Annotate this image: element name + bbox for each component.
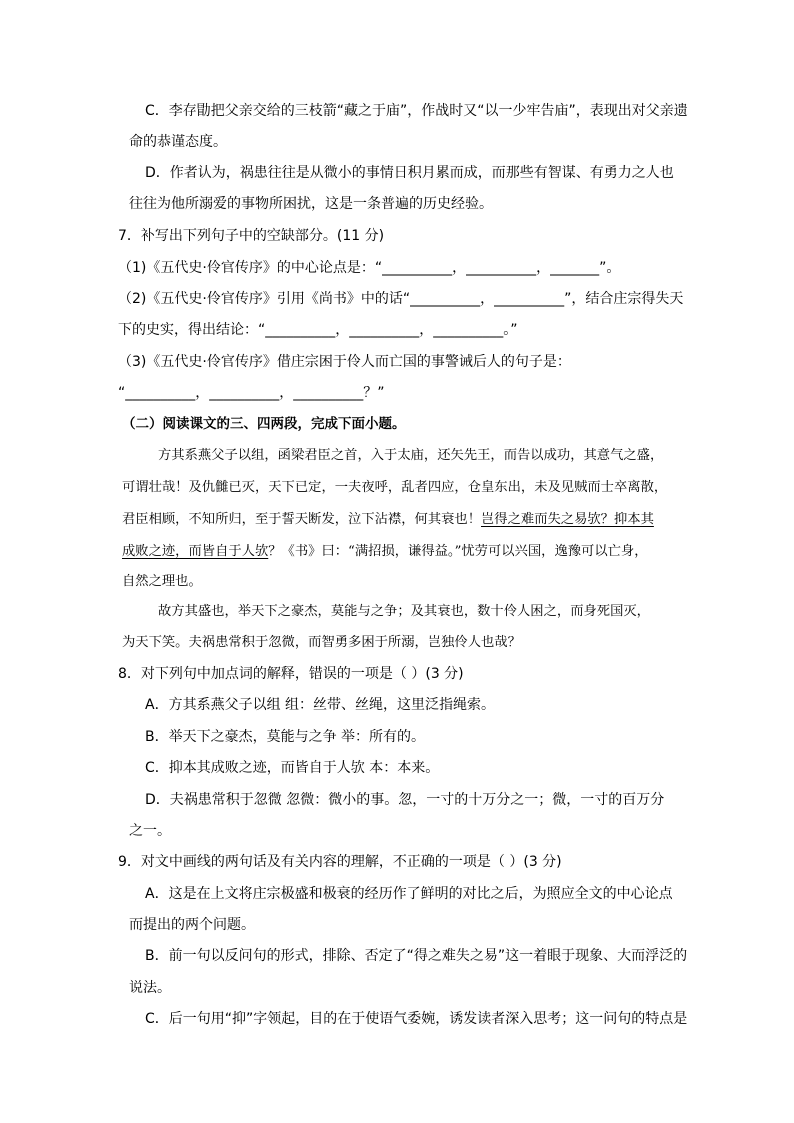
q6-option-c-line2: 命的恭谨态度。 [129, 134, 227, 150]
q9-option-a-line2: 而提出的两个问题。 [129, 917, 255, 933]
q7-sub2-line2: 下的史实，得出结论：“__________，__________，__________。” [118, 322, 518, 338]
passage-p1-line4 [122, 542, 648, 562]
q7-title: 7．补写出下列句子中的空缺部分。(11 分) [118, 228, 385, 244]
q7-sub2-line1: （2)《五代史·伶官传序》引用《尚书》中的话“__________，__________”，结合庄宗得失天 [118, 291, 684, 307]
underlined-sentence-1: 岂得之难而失之易欤？抑本其 [481, 512, 654, 527]
q8-option-d-line1: D．夫祸患常积于忽微 忽微：微小的事。忽，一寸的十万分之一；微，一寸的百万分 [145, 792, 665, 808]
q8-option-d-line2: 之一。 [129, 823, 171, 839]
q9-option-b-line2: 说法。 [129, 980, 171, 996]
q9-option-b-line1: B．前一句以反问句的形式，排除、否定了“得之难失之易”这一着眼于现象、大而浮泛的 [145, 948, 688, 964]
passage-p2-line1: 故方其盛也，举天下之豪杰，莫能与之争；及其衰也，数十伶人困之，而身死国灭， [158, 604, 650, 619]
q7-sub1: （1)《五代史·伶官传序》的中心论点是：“__________，__________，_______”。 [118, 260, 621, 276]
passage-p1-line2: 可谓壮哉！及仇雠已灭，天下已定，一夫夜呼，乱者四应，仓皇东出，未及见贼而士卒离散， [122, 480, 668, 495]
passage-p1-line5: 自然之理也。 [122, 574, 202, 589]
q9-title: 9．对文中画线的两句话及有关内容的理解，不正确的一项是（ ）(3 分) [118, 854, 562, 870]
passage-p1-line3-text: 君臣相顾，不知所归，至于誓天断发，泣下沾襟，何其衰也！ [122, 512, 482, 527]
passage-p2-line2: 为天下笑。夫祸患常积于忽微，而智勇多困于所溺，岂独伶人也哉？ [122, 635, 521, 650]
q7-sub3-line2: “__________，__________，__________？” [118, 385, 385, 401]
q8-option-a: A．方其系燕父子以组 组：丝带、丝绳，这里泛指绳索。 [145, 697, 496, 713]
section2-heading: （二）阅读课文的三、四两段，完成下面小题。 [122, 416, 406, 432]
q8-option-b: B．举天下之豪杰，莫能与之争 举：所有的。 [145, 729, 426, 745]
q6-option-c-line1: C．李存勖把父亲交给的三枝箭“藏之于庙”，作战时又“以一少牢告庙”，表现出对父亲遗 [145, 103, 688, 119]
q8-option-c: C．抑本其成败之迹，而皆自于人欤 本：本来。 [145, 760, 440, 776]
underlined-sentence-2: 成败之迹，而皆自于人欤 [122, 544, 269, 559]
q9-option-c-line1: C．后一句用“抑”字领起，目的在于使语气委婉，诱发读者深入思考；这一问句的特点是 [145, 1011, 688, 1027]
q6-option-d-line1: D．作者认为，祸患往往是从微小的事情日积月累而成，而那些有智谋、有勇力之人也 [145, 165, 674, 181]
passage-p1-line1: 方其系燕父子以组，函梁君臣之首，入于太庙，还矢先王，而告以成功，其意气之盛， [158, 448, 664, 463]
q9-option-a-line1: A．这是在上文将庄宗极盛和极衰的经历作了鲜明的对比之后，为照应全文的中心论点 [145, 886, 673, 902]
q7-sub3-line1: （3)《五代史·伶官传序》借庄宗困于伶人而亡国的事警诫后人的句子是： [118, 354, 571, 370]
q6-option-d-line2: 往往为他所溺爱的事物所困扰，这是一条普遍的历史经验。 [129, 196, 493, 212]
passage-p1-line4-text: ？《书》曰：“满招损，谦得益。”忧劳可以兴国，逸豫可以亡身， [268, 544, 648, 559]
q8-title: 8．对下列句中加点词的解释，错误的一项是（ ）(3 分) [118, 666, 464, 682]
passage-p1-line3 [122, 510, 654, 530]
